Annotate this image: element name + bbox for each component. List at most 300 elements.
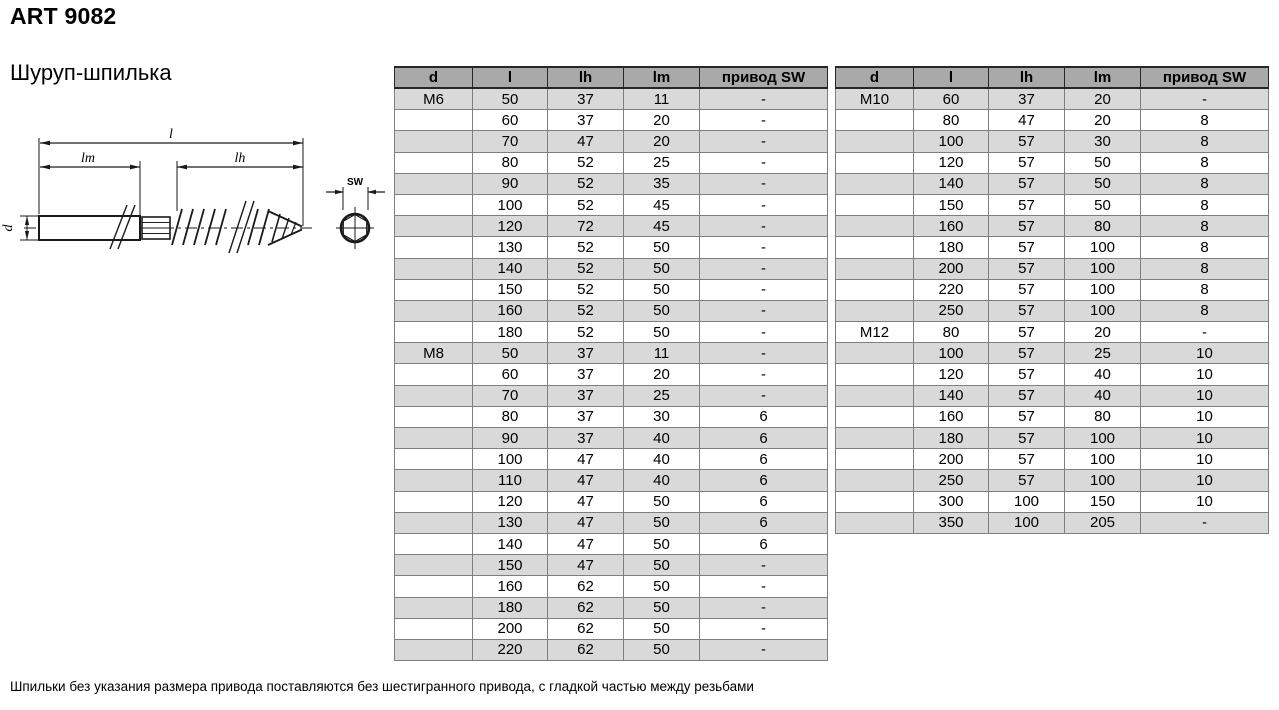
table-cell	[395, 449, 473, 470]
table-cell: 90	[473, 173, 548, 194]
table-cell	[395, 152, 473, 173]
table-cell: 57	[989, 131, 1065, 152]
table-cell: 200	[914, 449, 989, 470]
table-cell: 50	[1065, 173, 1141, 194]
table-cell	[395, 512, 473, 533]
column-header: lm	[1065, 67, 1141, 88]
table-cell: 62	[548, 576, 624, 597]
table-cell: 10	[1141, 470, 1269, 491]
table-cell: 6	[700, 428, 828, 449]
table-cell: 47	[548, 555, 624, 576]
table-cell	[836, 279, 914, 300]
table-cell: 50	[624, 618, 700, 639]
table-row	[395, 216, 828, 237]
table-cell: 50	[624, 279, 700, 300]
table-cell: 40	[1065, 385, 1141, 406]
table-row	[395, 364, 828, 385]
table-cell: 37	[548, 364, 624, 385]
table-row	[836, 88, 1269, 110]
table-cell: 70	[473, 131, 548, 152]
table-cell: 180	[473, 597, 548, 618]
table-cell	[395, 364, 473, 385]
table-row	[836, 406, 1269, 427]
table-row	[395, 406, 828, 427]
table-cell: 140	[914, 173, 989, 194]
table-cell	[836, 470, 914, 491]
column-header: lh	[548, 67, 624, 88]
table-cell: 57	[989, 194, 1065, 215]
table-cell: 57	[989, 300, 1065, 321]
table-row	[395, 597, 828, 618]
table-cell: -	[700, 216, 828, 237]
table-cell	[836, 173, 914, 194]
table-row	[395, 576, 828, 597]
page-title: ART 9082	[10, 3, 117, 29]
table-cell	[836, 237, 914, 258]
table-cell	[395, 533, 473, 554]
table-cell: 100	[989, 491, 1065, 512]
table-cell: 57	[989, 385, 1065, 406]
column-header: d	[395, 67, 473, 88]
table-cell: 6	[700, 512, 828, 533]
table-cell: 52	[548, 194, 624, 215]
table-row	[836, 322, 1269, 343]
table-row	[836, 512, 1269, 533]
table-cell: -	[700, 237, 828, 258]
table-cell: 50	[624, 491, 700, 512]
table-cell	[395, 237, 473, 258]
table-cell: 100	[1065, 300, 1141, 321]
table-cell: M12	[836, 322, 914, 343]
table-cell: 20	[624, 364, 700, 385]
dim-label-lh: lh	[234, 151, 246, 166]
dim-label-d: d	[1, 224, 16, 232]
table-cell	[395, 491, 473, 512]
table-cell	[836, 216, 914, 237]
table-cell	[395, 470, 473, 491]
table-cell: 62	[548, 618, 624, 639]
table-row	[395, 385, 828, 406]
table-cell: 52	[548, 279, 624, 300]
table-cell: 20	[1065, 322, 1141, 343]
table-cell	[395, 110, 473, 131]
table-cell: 100	[1065, 470, 1141, 491]
table-cell: 57	[989, 343, 1065, 364]
table-cell: 30	[1065, 131, 1141, 152]
table-cell: -	[700, 618, 828, 639]
table-cell: -	[700, 576, 828, 597]
table-cell: 130	[473, 237, 548, 258]
table-cell: 100	[989, 512, 1065, 533]
column-header: привод SW	[700, 67, 828, 88]
table-cell	[395, 279, 473, 300]
table-cell: 20	[1065, 110, 1141, 131]
table-cell: 8	[1141, 300, 1269, 321]
table-cell	[836, 449, 914, 470]
dim-label-sw: SW	[346, 177, 364, 188]
table-cell: -	[700, 322, 828, 343]
table-row	[395, 237, 828, 258]
table-cell	[836, 110, 914, 131]
table-cell: 50	[624, 533, 700, 554]
table-cell: 50	[624, 597, 700, 618]
table-cell	[395, 131, 473, 152]
table-cell	[395, 194, 473, 215]
table-cell	[836, 428, 914, 449]
table-cell: 40	[624, 449, 700, 470]
table-row	[395, 173, 828, 194]
table-cell: 35	[624, 173, 700, 194]
table-cell: 60	[473, 364, 548, 385]
table-cell: 11	[624, 88, 700, 110]
table-row	[395, 555, 828, 576]
table-cell: -	[700, 110, 828, 131]
table-cell: 57	[989, 237, 1065, 258]
table-cell: 8	[1141, 279, 1269, 300]
table-row	[836, 300, 1269, 321]
table-cell: 350	[914, 512, 989, 533]
table-cell: 8	[1141, 173, 1269, 194]
table-cell: 52	[548, 173, 624, 194]
table-row	[836, 152, 1269, 173]
header-row	[836, 67, 1269, 88]
table-cell: 52	[548, 300, 624, 321]
table-cell: 50	[1065, 152, 1141, 173]
table-cell: 6	[700, 491, 828, 512]
table-cell: -	[700, 194, 828, 215]
table-cell: 100	[1065, 237, 1141, 258]
table-cell	[836, 300, 914, 321]
column-header: l	[473, 67, 548, 88]
table-cell: 180	[473, 322, 548, 343]
table-cell: 57	[989, 470, 1065, 491]
table-cell: 180	[914, 237, 989, 258]
table-cell: 100	[1065, 449, 1141, 470]
table-cell: 205	[1065, 512, 1141, 533]
table-cell: 220	[914, 279, 989, 300]
table-cell: M10	[836, 88, 914, 110]
table-cell: 52	[548, 237, 624, 258]
table-cell: -	[700, 385, 828, 406]
table-cell: -	[1141, 512, 1269, 533]
table-cell: 10	[1141, 385, 1269, 406]
table-cell: 150	[473, 279, 548, 300]
table-cell: 60	[914, 88, 989, 110]
hanger-bolt-diagram	[0, 95, 400, 265]
table-row	[395, 491, 828, 512]
table-cell: 8	[1141, 258, 1269, 279]
table-cell: 57	[989, 322, 1065, 343]
table-cell: 150	[473, 555, 548, 576]
table-cell: 100	[473, 449, 548, 470]
table-cell: 8	[1141, 216, 1269, 237]
table-cell: 160	[473, 300, 548, 321]
table-cell: 50	[624, 258, 700, 279]
table-cell: 47	[548, 512, 624, 533]
table-cell: 8	[1141, 152, 1269, 173]
table-cell: 37	[548, 385, 624, 406]
table-cell: 100	[914, 343, 989, 364]
table-cell: 50	[624, 300, 700, 321]
table-cell	[836, 131, 914, 152]
table-cell: 100	[914, 131, 989, 152]
table-cell: 47	[548, 470, 624, 491]
table-cell	[395, 618, 473, 639]
table-cell: 11	[624, 343, 700, 364]
table-cell: 57	[989, 152, 1065, 173]
table-row	[395, 152, 828, 173]
table-cell	[395, 322, 473, 343]
table-cell: -	[700, 173, 828, 194]
table-cell: 50	[624, 322, 700, 343]
column-header: привод SW	[1141, 67, 1269, 88]
table-cell	[395, 597, 473, 618]
column-header: l	[914, 67, 989, 88]
table-cell: 80	[473, 152, 548, 173]
table-row	[395, 131, 828, 152]
table-row	[395, 194, 828, 215]
header-row	[395, 67, 828, 88]
table-row	[836, 491, 1269, 512]
table-row	[836, 131, 1269, 152]
table-cell: 57	[989, 258, 1065, 279]
table-cell	[395, 639, 473, 660]
table-cell	[395, 428, 473, 449]
table-cell: 6	[700, 470, 828, 491]
table-cell: -	[700, 555, 828, 576]
table-cell: 8	[1141, 194, 1269, 215]
table-cell	[836, 258, 914, 279]
table-row	[836, 258, 1269, 279]
table-cell: 25	[624, 152, 700, 173]
table-cell	[836, 343, 914, 364]
table-cell: 10	[1141, 491, 1269, 512]
dimensions-table-m10-m12	[835, 66, 1269, 534]
table-cell: 37	[548, 343, 624, 364]
table-cell: 10	[1141, 449, 1269, 470]
table-cell: 50	[1065, 194, 1141, 215]
dim-label-lm: lm	[81, 151, 95, 166]
table-cell: 50	[624, 555, 700, 576]
table-cell: 80	[914, 322, 989, 343]
dim-label-l: l	[169, 127, 173, 142]
table-cell	[395, 555, 473, 576]
table-cell: 120	[473, 491, 548, 512]
table-cell: 100	[1065, 279, 1141, 300]
table-cell: 100	[1065, 258, 1141, 279]
table-cell: -	[700, 152, 828, 173]
table-cell: 45	[624, 194, 700, 215]
table-row	[395, 470, 828, 491]
table-cell: 62	[548, 597, 624, 618]
table-cell: -	[700, 364, 828, 385]
table-cell: 57	[989, 216, 1065, 237]
table-row	[836, 385, 1269, 406]
table-cell	[836, 152, 914, 173]
table-row	[836, 279, 1269, 300]
table-cell: 40	[1065, 364, 1141, 385]
table-cell: 60	[473, 110, 548, 131]
table-cell: 52	[548, 152, 624, 173]
table-row	[836, 449, 1269, 470]
table-cell: 200	[914, 258, 989, 279]
table-cell: 50	[624, 237, 700, 258]
table-cell: 52	[548, 322, 624, 343]
table-cell: 45	[624, 216, 700, 237]
table-cell: 47	[548, 533, 624, 554]
table-cell: 57	[989, 364, 1065, 385]
table-cell: 37	[989, 88, 1065, 110]
table-cell	[395, 406, 473, 427]
table-cell: 47	[548, 491, 624, 512]
table-row	[395, 639, 828, 660]
table-cell: 250	[914, 300, 989, 321]
table-row	[836, 216, 1269, 237]
table-cell: 200	[473, 618, 548, 639]
table-cell: 100	[473, 194, 548, 215]
table-cell	[836, 385, 914, 406]
table-cell: 140	[473, 258, 548, 279]
table-cell: 57	[989, 406, 1065, 427]
table-cell	[836, 491, 914, 512]
table-cell: -	[700, 343, 828, 364]
table-row	[395, 533, 828, 554]
table-cell: 6	[700, 449, 828, 470]
table-cell: -	[700, 88, 828, 110]
table-cell: 140	[473, 533, 548, 554]
table-cell: -	[1141, 322, 1269, 343]
table-cell: 37	[548, 428, 624, 449]
table-cell: 25	[624, 385, 700, 406]
table-cell: 70	[473, 385, 548, 406]
table-cell: 120	[914, 364, 989, 385]
table-cell: 8	[1141, 110, 1269, 131]
table-cell: -	[700, 597, 828, 618]
table-cell: 50	[624, 576, 700, 597]
table-cell	[836, 406, 914, 427]
table-cell: 50	[473, 343, 548, 364]
table-row	[836, 364, 1269, 385]
table-cell: -	[700, 300, 828, 321]
table-cell: 10	[1141, 343, 1269, 364]
table-cell: 37	[548, 406, 624, 427]
table-cell: 90	[473, 428, 548, 449]
table-cell: 160	[473, 576, 548, 597]
table-row	[395, 618, 828, 639]
table-cell: 6	[700, 406, 828, 427]
table-cell: -	[1141, 88, 1269, 110]
table-cell: 47	[548, 449, 624, 470]
column-header: lm	[624, 67, 700, 88]
table-cell: -	[700, 279, 828, 300]
table-cell: 52	[548, 258, 624, 279]
table-cell: 20	[1065, 88, 1141, 110]
table-cell: 80	[1065, 406, 1141, 427]
table-cell: 40	[624, 428, 700, 449]
table-row	[395, 279, 828, 300]
table-row	[395, 258, 828, 279]
table-cell: 50	[624, 639, 700, 660]
table-cell: 72	[548, 216, 624, 237]
table-cell: 47	[989, 110, 1065, 131]
table-cell	[836, 364, 914, 385]
footnote: Шпильки без указания размера привода поставляются без шестигранного привода, с гладкой частью между резьбами	[10, 679, 754, 694]
table-cell: 20	[624, 110, 700, 131]
dimensions-table-m6-m8	[394, 66, 828, 661]
table-cell	[395, 173, 473, 194]
table-cell: 150	[914, 194, 989, 215]
table-cell: 80	[473, 406, 548, 427]
table-cell: 130	[473, 512, 548, 533]
table-row	[395, 110, 828, 131]
table-row	[836, 110, 1269, 131]
table-row	[395, 449, 828, 470]
column-header: d	[836, 67, 914, 88]
table-row	[836, 470, 1269, 491]
table-row	[836, 343, 1269, 364]
table-row	[395, 512, 828, 533]
table-row	[836, 194, 1269, 215]
table-cell: 57	[989, 449, 1065, 470]
table-cell: 140	[914, 385, 989, 406]
table-cell: 20	[624, 131, 700, 152]
table-cell: 120	[473, 216, 548, 237]
table-cell: -	[700, 131, 828, 152]
table-row	[836, 173, 1269, 194]
table-cell	[395, 576, 473, 597]
table-cell: 110	[473, 470, 548, 491]
table-cell: 57	[989, 279, 1065, 300]
table-cell	[836, 512, 914, 533]
table-row	[395, 88, 828, 110]
table-cell: 80	[1065, 216, 1141, 237]
table-cell: 250	[914, 470, 989, 491]
table-cell: 57	[989, 428, 1065, 449]
table-cell: 37	[548, 88, 624, 110]
table-cell: 180	[914, 428, 989, 449]
table-cell: 37	[548, 110, 624, 131]
table-cell: 47	[548, 131, 624, 152]
table-row	[395, 322, 828, 343]
table-cell: 120	[914, 152, 989, 173]
table-row	[836, 428, 1269, 449]
table-cell: -	[700, 639, 828, 660]
column-header: lh	[989, 67, 1065, 88]
table-cell	[395, 300, 473, 321]
table-cell: 10	[1141, 406, 1269, 427]
table-row	[836, 237, 1269, 258]
table-cell: 80	[914, 110, 989, 131]
table-cell: 220	[473, 639, 548, 660]
table-cell: 6	[700, 533, 828, 554]
table-cell: 25	[1065, 343, 1141, 364]
table-cell: 8	[1141, 237, 1269, 258]
table-cell: 62	[548, 639, 624, 660]
table-cell: M8	[395, 343, 473, 364]
table-cell	[395, 216, 473, 237]
product-name: Шуруп-шпилька	[10, 60, 172, 85]
table-cell: 100	[1065, 428, 1141, 449]
table-cell: 10	[1141, 428, 1269, 449]
table-cell: 300	[914, 491, 989, 512]
table-cell: M6	[395, 88, 473, 110]
table-cell: -	[700, 258, 828, 279]
table-cell: 10	[1141, 364, 1269, 385]
table-cell	[395, 258, 473, 279]
table-cell: 160	[914, 406, 989, 427]
table-cell: 8	[1141, 131, 1269, 152]
table-cell: 57	[989, 173, 1065, 194]
